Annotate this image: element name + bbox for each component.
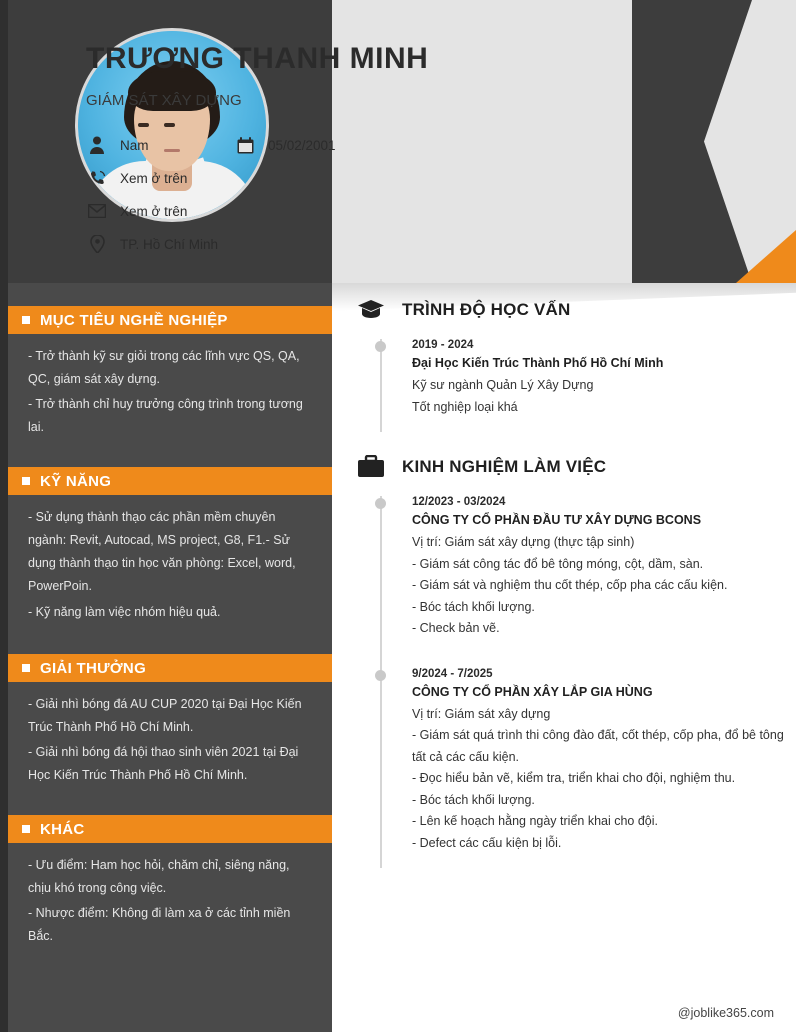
section-header-experience xyxy=(332,452,796,482)
entry-detail: Vị trí: Giám sát xây dựng xyxy=(412,706,551,721)
sidebar-section-title-objective xyxy=(8,306,332,334)
sidebar-section-title-other xyxy=(8,815,332,843)
entry-detail: - Đọc hiểu bản vẽ, kiểm tra, triển khai cho đội, nghiệm thu. xyxy=(412,771,736,785)
contact-row xyxy=(86,201,456,221)
contact-value: Xem ở trên xyxy=(120,203,188,219)
contact-value: TP. Hồ Chí Minh xyxy=(120,236,219,252)
sidebar-text: - Kỹ năng làm việc nhóm hiệu quả. xyxy=(28,604,221,619)
sidebar-section-label: GIẢI THƯỞNG xyxy=(40,659,147,677)
sidebar-section-body-awards xyxy=(28,693,314,790)
main-content xyxy=(332,295,796,868)
contact-value: Nam xyxy=(120,137,149,153)
contact-value: Xem ở trên xyxy=(120,170,188,186)
location-icon xyxy=(86,234,108,254)
sidebar-text: - Sử dụng thành thạo các phần mềm chuyên ngành: Revit, Autocad, MS project, G8, F1.- Sử dụng thành thạo tin học văn phòng: Excel, word, PowerPoin. xyxy=(28,510,296,594)
sidebar-section-body-objective xyxy=(28,345,314,442)
contact-birthday xyxy=(234,135,382,155)
entry-detail: - Giám sát quá trình thi công đào đất, cốt thép, cốp pha, đổ bê tông tất cả các cấu kiện. xyxy=(412,728,784,764)
contact-location xyxy=(86,234,306,254)
entry-detail: - Lên kế hoạch hằng ngày triển khai cho đội. xyxy=(412,814,659,828)
entry-date: 9/2024 - 7/2025 xyxy=(412,667,493,680)
entry-detail: - Check bản vẽ. xyxy=(412,621,500,635)
timeline-dot-icon xyxy=(375,341,386,352)
sidebar-section-label: KỸ NĂNG xyxy=(40,472,112,490)
contact-gender xyxy=(86,135,234,155)
entry-detail: - Giám sát công tác đổ bê tông móng, cột, dầm, sàn. xyxy=(412,556,704,571)
sidebar-section-title-skills xyxy=(8,467,332,495)
sidebar-text: - Giải nhì bóng đá AU CUP 2020 tại Đại Học Kiến Trúc Thành Phố Hồ Chí Minh. xyxy=(28,697,302,735)
entry-organization: CÔNG TY CỔ PHẦN ĐẦU TƯ XÂY DỰNG BCONS xyxy=(412,513,702,527)
entry-detail: - Giám sát và nghiệm thu cốt thép, cốp pha các cấu kiện. xyxy=(412,578,728,592)
timeline-dot-icon xyxy=(375,498,386,509)
sidebar-text: - Trở thành kỹ sư giỏi trong các lĩnh vực QS, QA, QC, giám sát xây dựng. xyxy=(28,349,300,387)
entry-organization: Đại Học Kiến Trúc Thành Phố Hồ Chí Minh xyxy=(412,356,664,370)
contact-value: 05/02/2001 xyxy=(268,137,336,153)
entry-organization: CÔNG TY CỔ PHẦN XÂY LẮP GIA HÙNG xyxy=(412,684,653,699)
entry-detail: Vị trí: Giám sát xây dựng (thực tập sinh) xyxy=(412,535,635,549)
contact-info xyxy=(86,135,456,267)
entry-detail: Kỹ sư ngành Quản Lý Xây Dựng xyxy=(412,378,594,392)
timeline-entry xyxy=(412,496,796,654)
contact-row xyxy=(86,234,456,254)
timeline-dot-icon xyxy=(375,670,386,681)
section-header-education xyxy=(332,295,796,325)
graduation-cap-icon xyxy=(354,295,388,325)
sidebar-section-label: KHÁC xyxy=(40,820,85,838)
section-title: TRÌNH ĐỘ HỌC VẤN xyxy=(402,300,571,319)
experience-timeline xyxy=(380,496,796,868)
section-title: KINH NGHIỆM LÀM VIỆC xyxy=(402,457,607,476)
person-icon xyxy=(86,135,108,155)
sidebar-section-body-other xyxy=(28,854,314,951)
contact-phone xyxy=(86,168,306,188)
phone-icon xyxy=(86,168,108,188)
sidebar-section-label: MỤC TIÊU NGHỀ NGHIỆP xyxy=(40,311,228,329)
contact-row xyxy=(86,135,456,155)
entry-date: 2019 - 2024 xyxy=(412,339,474,351)
sidebar-section-title-awards xyxy=(8,654,332,682)
page-title: TRƯƠNG THANH MINH xyxy=(86,42,429,75)
calendar-icon xyxy=(234,135,256,155)
entry-detail: - Bóc tách khối lượng. xyxy=(412,792,535,807)
briefcase-icon xyxy=(354,452,388,482)
education-timeline xyxy=(380,339,796,432)
sidebar-stripe xyxy=(0,0,8,1032)
sidebar-text: - Trở thành chỉ huy trưởng công trình trong tương lai. xyxy=(28,397,303,435)
entry-detail: - Bóc tách khối lượng. xyxy=(412,599,535,614)
mail-icon xyxy=(86,201,108,221)
entry-detail: - Defect các cấu kiện bị lỗi. xyxy=(412,835,562,850)
banner-notch-shape xyxy=(632,0,752,283)
job-title: GIÁM SÁT XÂY DỰNG xyxy=(86,92,242,109)
sidebar-text: - Nhược điểm: Không đi làm xa ở các tỉnh miền Bắc. xyxy=(28,906,291,944)
footer-credit: @joblike365.com xyxy=(677,1006,774,1020)
sidebar-section-body-skills xyxy=(28,506,314,626)
entry-date: 12/2023 - 03/2024 xyxy=(412,496,506,508)
sidebar-text: - Ưu điểm: Ham học hỏi, chăm chỉ, siêng năng, chịu khó trong công việc. xyxy=(28,858,290,896)
entry-detail: Tốt nghiệp loại khá xyxy=(412,399,518,414)
contact-row xyxy=(86,168,456,188)
timeline-entry xyxy=(412,339,796,432)
sidebar-text: - Giải nhì bóng đá hội thao sinh viên 2021 tại Đại Học Kiến Trúc Thành Phố Hồ Chí Minh. xyxy=(28,745,299,783)
contact-email xyxy=(86,201,306,221)
timeline-entry xyxy=(412,654,796,869)
